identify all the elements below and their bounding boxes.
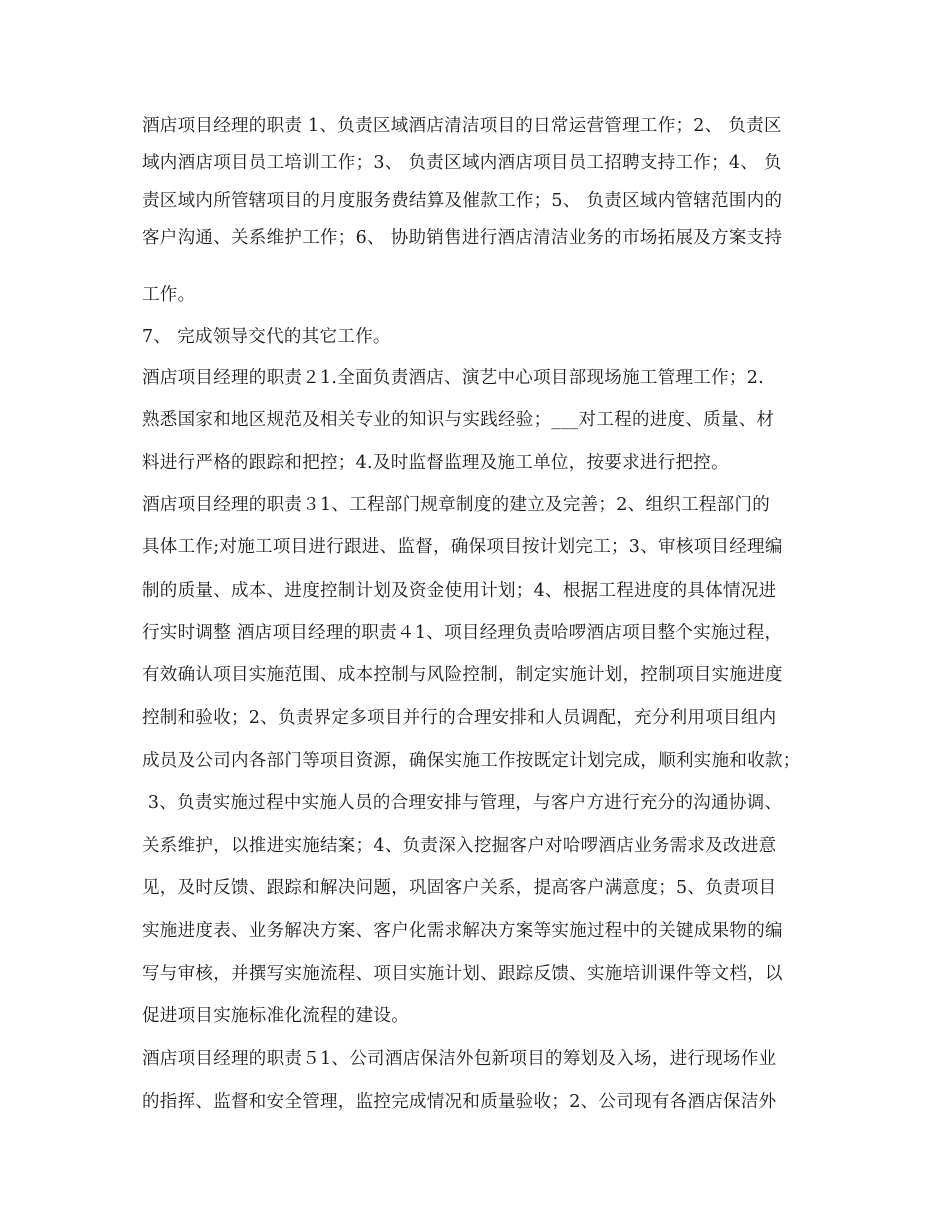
text-line: 写与审核，并撰写实施流程、项目实施计划、跟踪反馈、实施培训课件等文档，以 — [142, 964, 783, 984]
text-line: 行实时调整 酒店项目经理的职责４1、项目经理负责哈啰酒店项目整个实施过程， — [142, 623, 783, 643]
text-line: 酒店项目经理的职责３1、工程部门规章制度的建立及完善；2、组织工程部门的 — [142, 495, 771, 515]
text-line: 成员及公司内各部门等项目资源，确保实施工作按既定计划完成，顺利实施和收款； — [142, 751, 801, 771]
text-line: 酒店项目经理的职责５1、公司酒店保洁外包新项目的筹划及入场，进行现场作业 — [142, 1049, 777, 1069]
text-line: 的指挥、监督和安全管理，监控完成情况和质量验收；2、公司现有各酒店保洁外 — [142, 1092, 777, 1112]
text-line: 域内酒店项目员工培训工作；3、 负责区域内酒店项目员工招聘支持工作；4、 负 — [142, 153, 782, 173]
text-line: 促进项目实施标准化流程的建设。 — [142, 1006, 409, 1026]
text-line: 制的质量、成本、进度控制计划及资金使用计划；4、根据工程进度的具体情况进 — [142, 581, 777, 601]
text-line: 熟悉国家和地区规范及相关专业的知识与实践经验；___对工程的进度、质量、材 — [142, 410, 775, 430]
text-line: 具体工作;对施工项目进行跟进、监督，确保项目按计划完工；3、审核项目经理编 — [142, 537, 783, 557]
text-line: 工作。 — [142, 285, 196, 305]
text-line: 料进行严格的跟踪和把控；4.及时监督监理及施工单位，按要求进行把控。 — [142, 453, 729, 473]
text-line: 3、负责实施过程中实施人员的合理安排与管理，与客户方进行充分的沟通协调、 — [142, 793, 783, 813]
text-line: 见，及时反馈、跟踪和解决问题，巩固客户关系，提高客户满意度；5、负责项目 — [142, 878, 777, 898]
text-line: 关系维护，以推进实施结案；4、负责深入挖掘客户对哈啰酒店业务需求及改进意 — [142, 836, 777, 856]
text-line: 有效确认项目实施范围、成本控制与风险控制，制定实施计划，控制项目实施进度 — [142, 665, 783, 685]
text-line: 控制和验收；2、负责界定多项目并行的合理安排和人员调配，充分利用项目组内 — [142, 708, 777, 728]
text-line: 责区域内所管辖项目的月度服务费结算及催款工作；5、 负责区域内管辖范围内的 — [142, 191, 783, 211]
text-line: 客户沟通、关系维护工作；6、 协助销售进行酒店清洁业务的市场拓展及方案支持 — [142, 228, 783, 248]
text-line: 实施进度表、业务解决方案、客户化需求解决方案等实施过程中的关键成果物的编 — [142, 921, 783, 941]
text-line: 酒店项目经理的职责２1.全面负责酒店、演艺中心项目部现场施工管理工作；2. — [142, 368, 764, 388]
text-line: 酒店项目经理的职责 1、负责区域酒店清洁项目的日常运营管理工作；2、 负责区 — [142, 116, 782, 136]
text-line: 7、 完成领导交代的其它工作。 — [142, 327, 391, 347]
